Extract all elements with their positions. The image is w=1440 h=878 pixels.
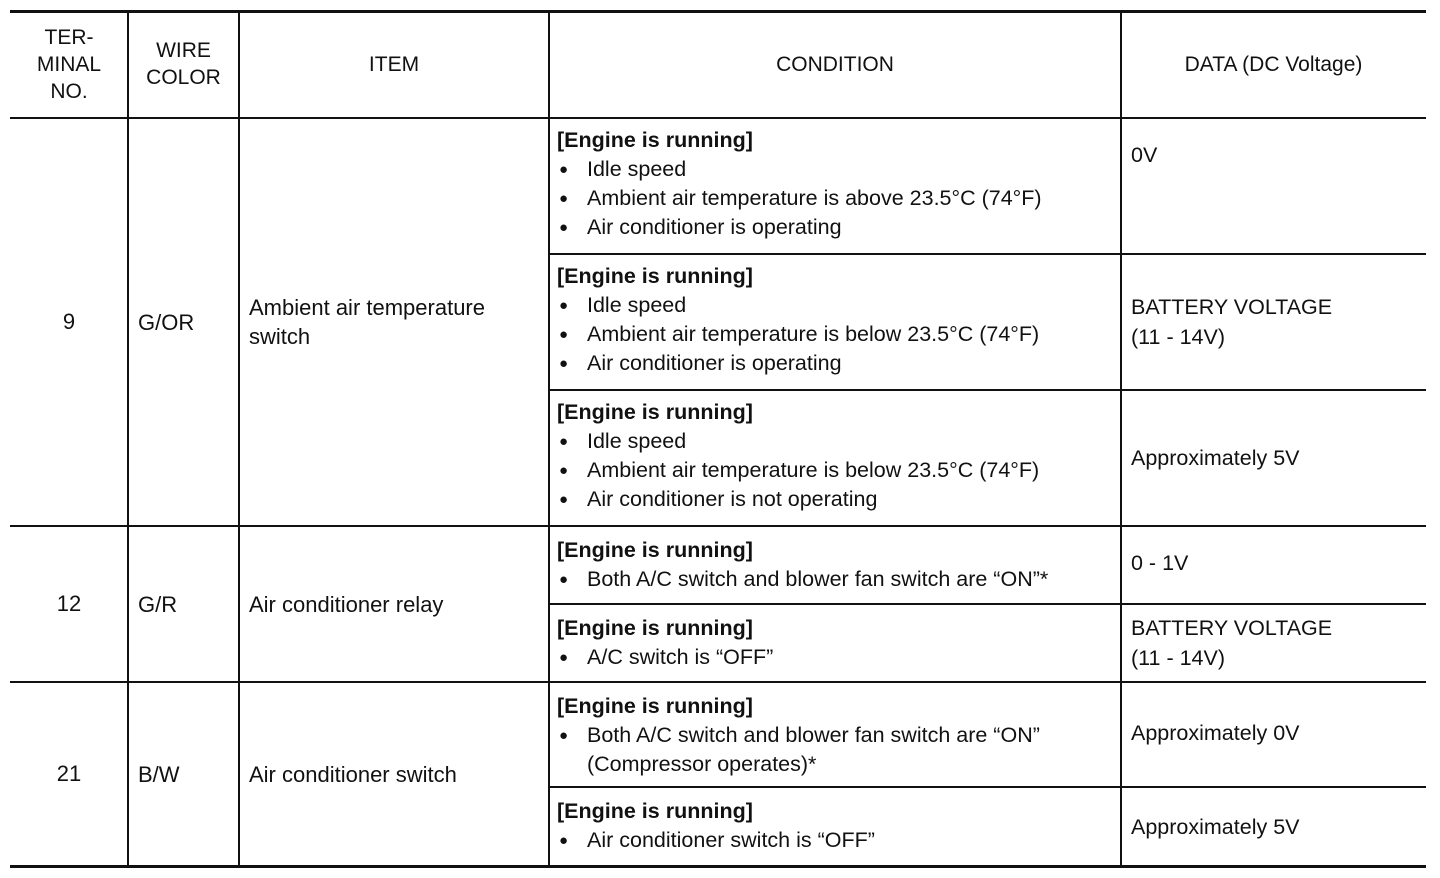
condition-bullet: ● Air conditioner switch is “OFF” — [557, 826, 1121, 855]
condition-cell — [549, 118, 1121, 254]
condition-title: [Engine is running] — [557, 128, 753, 152]
condition-bullet: ● Both A/C switch and blower fan switch are “ON” — [557, 721, 1121, 750]
item-name — [239, 526, 549, 682]
terminal-number: 9 — [62, 309, 76, 334]
voltage-data — [1121, 682, 1426, 787]
voltage-data — [1121, 118, 1426, 254]
condition-bullet: ● Ambient air temperature is above 23.5°C (74°F) — [557, 184, 1121, 213]
condition-bullet: ● Air conditioner is not operating — [557, 485, 1121, 514]
header-divider — [10, 117, 1426, 119]
condition-title: [Engine is running] — [557, 538, 753, 562]
condition-title: [Engine is running] — [557, 616, 753, 640]
condition-bullet: ● Both A/C switch and blower fan switch are “ON”* — [557, 565, 1121, 594]
voltage-line: (11 - 14V) — [1131, 325, 1225, 349]
condition-title: [Engine is running] — [557, 400, 753, 424]
wire-color: G/OR — [138, 309, 195, 335]
voltage-data — [1121, 254, 1426, 390]
item-line: Ambient air temperature — [249, 295, 485, 320]
condition-divider — [549, 603, 1426, 605]
condition-divider — [549, 253, 1426, 255]
header-wire-line: COLOR — [146, 66, 221, 89]
condition-bullet: ● Ambient air temperature is below 23.5°C (74°F) — [557, 320, 1121, 349]
condition-bullet: ● A/C switch is “OFF” — [557, 643, 1121, 672]
header-wire-color — [128, 10, 239, 118]
condition-title: [Engine is running] — [557, 694, 753, 718]
header-terminal-no — [10, 10, 128, 118]
voltage-line: BATTERY VOLTAGE — [1131, 295, 1333, 319]
voltage-line: Approximately 0V — [1131, 721, 1300, 745]
table-bottom-border — [10, 865, 1426, 868]
column-divider — [127, 10, 129, 867]
condition-title: [Engine is running] — [557, 264, 753, 288]
condition-divider — [549, 389, 1426, 391]
condition-cell — [549, 604, 1121, 682]
voltage-line: (11 - 14V) — [1131, 646, 1225, 670]
condition-title: [Engine is running] — [557, 799, 753, 823]
wire-color: G/R — [138, 591, 178, 617]
table-top-border — [10, 10, 1426, 13]
item-line: Air conditioner relay — [249, 591, 444, 617]
condition-cell — [549, 526, 1121, 604]
voltage-line: Approximately 5V — [1131, 814, 1300, 839]
condition-bullet: ● Idle speed — [557, 155, 1121, 184]
condition-bullet: ● Air conditioner is operating — [557, 349, 1121, 378]
voltage-data — [1121, 604, 1426, 682]
voltage-line: 0 - 1V — [1131, 551, 1189, 575]
column-divider — [238, 10, 240, 867]
condition-cell — [549, 682, 1121, 787]
header-data: DATA (DC Voltage) — [1184, 52, 1363, 76]
header-item: ITEM — [368, 52, 420, 76]
item-line: switch — [249, 324, 311, 349]
voltage-data — [1121, 526, 1426, 604]
condition-divider — [549, 786, 1426, 788]
condition-continuation: (Compressor operates)* — [587, 752, 817, 776]
condition-bullet: ● Ambient air temperature is below 23.5°C (74°F) — [557, 456, 1121, 485]
item-name — [239, 682, 549, 866]
voltage-data — [1121, 390, 1426, 526]
header-condition: CONDITION — [776, 52, 894, 76]
group-divider — [10, 681, 1426, 683]
voltage-data — [1121, 787, 1426, 866]
terminal-number: 12 — [56, 591, 82, 616]
wire-color: B/W — [138, 761, 180, 787]
terminal-number: 21 — [56, 761, 82, 786]
item-line: Air conditioner switch — [249, 761, 457, 787]
condition-cell — [549, 254, 1121, 390]
condition-bullet: ● Idle speed — [557, 291, 1121, 320]
column-divider — [548, 10, 550, 867]
header-terminal-line: MINAL — [36, 52, 102, 76]
condition-cell — [549, 390, 1121, 526]
condition-cell — [549, 787, 1121, 866]
terminal-data-table — [10, 10, 1426, 867]
item-name — [239, 118, 549, 526]
voltage-line: BATTERY VOLTAGE — [1131, 616, 1333, 640]
header-terminal-line: NO. — [50, 79, 88, 103]
voltage-line: Approximately 5V — [1131, 446, 1300, 470]
condition-bullet: ● Idle speed — [557, 427, 1121, 456]
column-divider — [1120, 10, 1122, 867]
voltage-line: 0V — [1131, 143, 1158, 167]
header-terminal-line: TER- — [44, 25, 94, 49]
group-divider — [10, 525, 1426, 527]
condition-bullet: ● Air conditioner is operating — [557, 213, 1121, 242]
header-wire-line: WIRE — [156, 39, 211, 62]
